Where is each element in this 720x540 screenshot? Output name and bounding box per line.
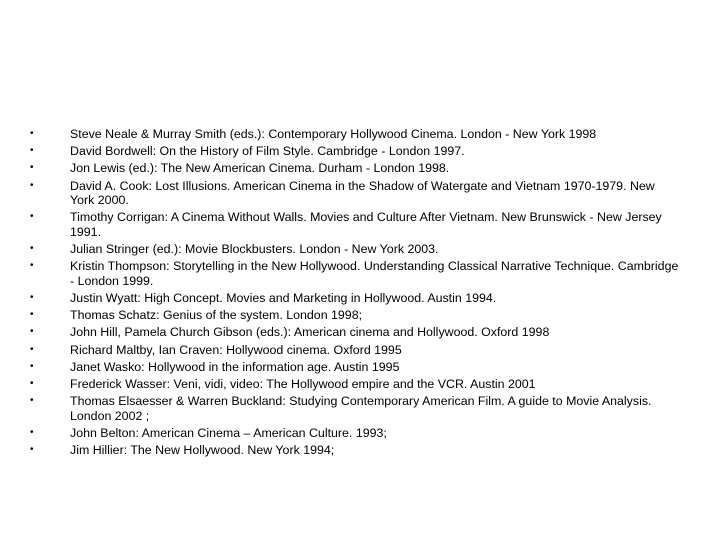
bullet-icon: • — [30, 444, 34, 456]
list-item — [30, 377, 680, 392]
list-item — [30, 144, 680, 159]
list-item — [30, 426, 680, 441]
reference-text: Janet Wasko: Hollywood in the information age. Austin 1995 — [70, 359, 400, 374]
bullet-icon: • — [30, 243, 34, 255]
reference-text: Steve Neale & Murray Smith (eds.): Contemporary Hollywood Cinema. London - New York 1998 — [70, 127, 597, 141]
bullet-icon: • — [30, 211, 34, 223]
list-item — [30, 308, 680, 323]
bullet-icon: • — [30, 343, 34, 355]
list-item — [30, 343, 680, 358]
list-item — [30, 394, 680, 423]
bullet-icon: • — [30, 427, 34, 438]
reference-text: Kristin Thompson: Storytelling in the New Hollywood. Understanding Classical Narrative Technique. Cambridge - London 1999. — [70, 259, 679, 288]
list-item — [30, 291, 680, 306]
list-item — [30, 127, 680, 142]
reference-text: Timothy Corrigan: A Cinema Without Walls. Movies and Culture After Vietnam. New Brunswick - New Jersey 1991. — [70, 210, 662, 239]
bullet-icon: • — [30, 162, 34, 174]
bullet-icon: • — [30, 292, 34, 304]
list-item — [30, 242, 680, 257]
list-item — [30, 259, 680, 288]
reference-text: David Bordwell: On the History of Film Style. Cambridge - London 1997. — [70, 144, 465, 159]
reference-text: Jim Hillier: The New Hollywood. New York 1994; — [70, 443, 335, 458]
bullet-icon: • — [30, 128, 34, 139]
list-item — [30, 360, 680, 375]
reference-text: Frederick Wasser: Veni, vidi, video: The Hollywood empire and the VCR. Austin 2001 — [70, 377, 536, 392]
reference-text: Jon Lewis (ed.): The New American Cinema. Durham - London 1998. — [70, 161, 450, 176]
reference-text: John Belton: American Cinema – American Culture. 1993; — [70, 426, 387, 440]
list-item — [30, 210, 680, 239]
bullet-icon: • — [30, 260, 34, 272]
bullet-icon: • — [30, 395, 34, 407]
list-item — [30, 325, 680, 340]
reference-text: Thomas Schatz: Genius of the system. London 1998; — [70, 308, 363, 323]
reference-text: John Hill, Pamela Church Gibson (eds.): American cinema and Hollywood. Oxford 1998 — [70, 325, 550, 340]
list-item — [30, 443, 680, 458]
reference-text: Justin Wyatt: High Concept. Movies and Marketing in Hollywood. Austin 1994. — [70, 291, 497, 306]
list-item — [30, 179, 680, 208]
reference-text: David A. Cook: Lost Illusions. American Cinema in the Shadow of Watergate and Vietnam 1970-1979. New York 2000. — [70, 178, 655, 208]
reference-text: Julian Stringer (ed.): Movie Blockbusters. London - New York 2003. — [70, 242, 439, 257]
bullet-icon: • — [30, 326, 34, 338]
reference-list — [30, 127, 680, 460]
reference-text: Thomas Elsaesser & Warren Buckland: Studying Contemporary American Film. A guide to Movie Analysis. London 2002 ; — [70, 394, 652, 423]
list-item — [30, 161, 680, 176]
bullet-icon: • — [30, 309, 34, 321]
bullet-icon: • — [30, 378, 34, 390]
reference-text: Richard Maltby, Ian Craven: Hollywood cinema. Oxford 1995 — [70, 342, 402, 357]
bullet-icon: • — [30, 360, 34, 372]
bullet-icon: • — [30, 179, 34, 191]
bullet-icon: • — [30, 145, 34, 157]
